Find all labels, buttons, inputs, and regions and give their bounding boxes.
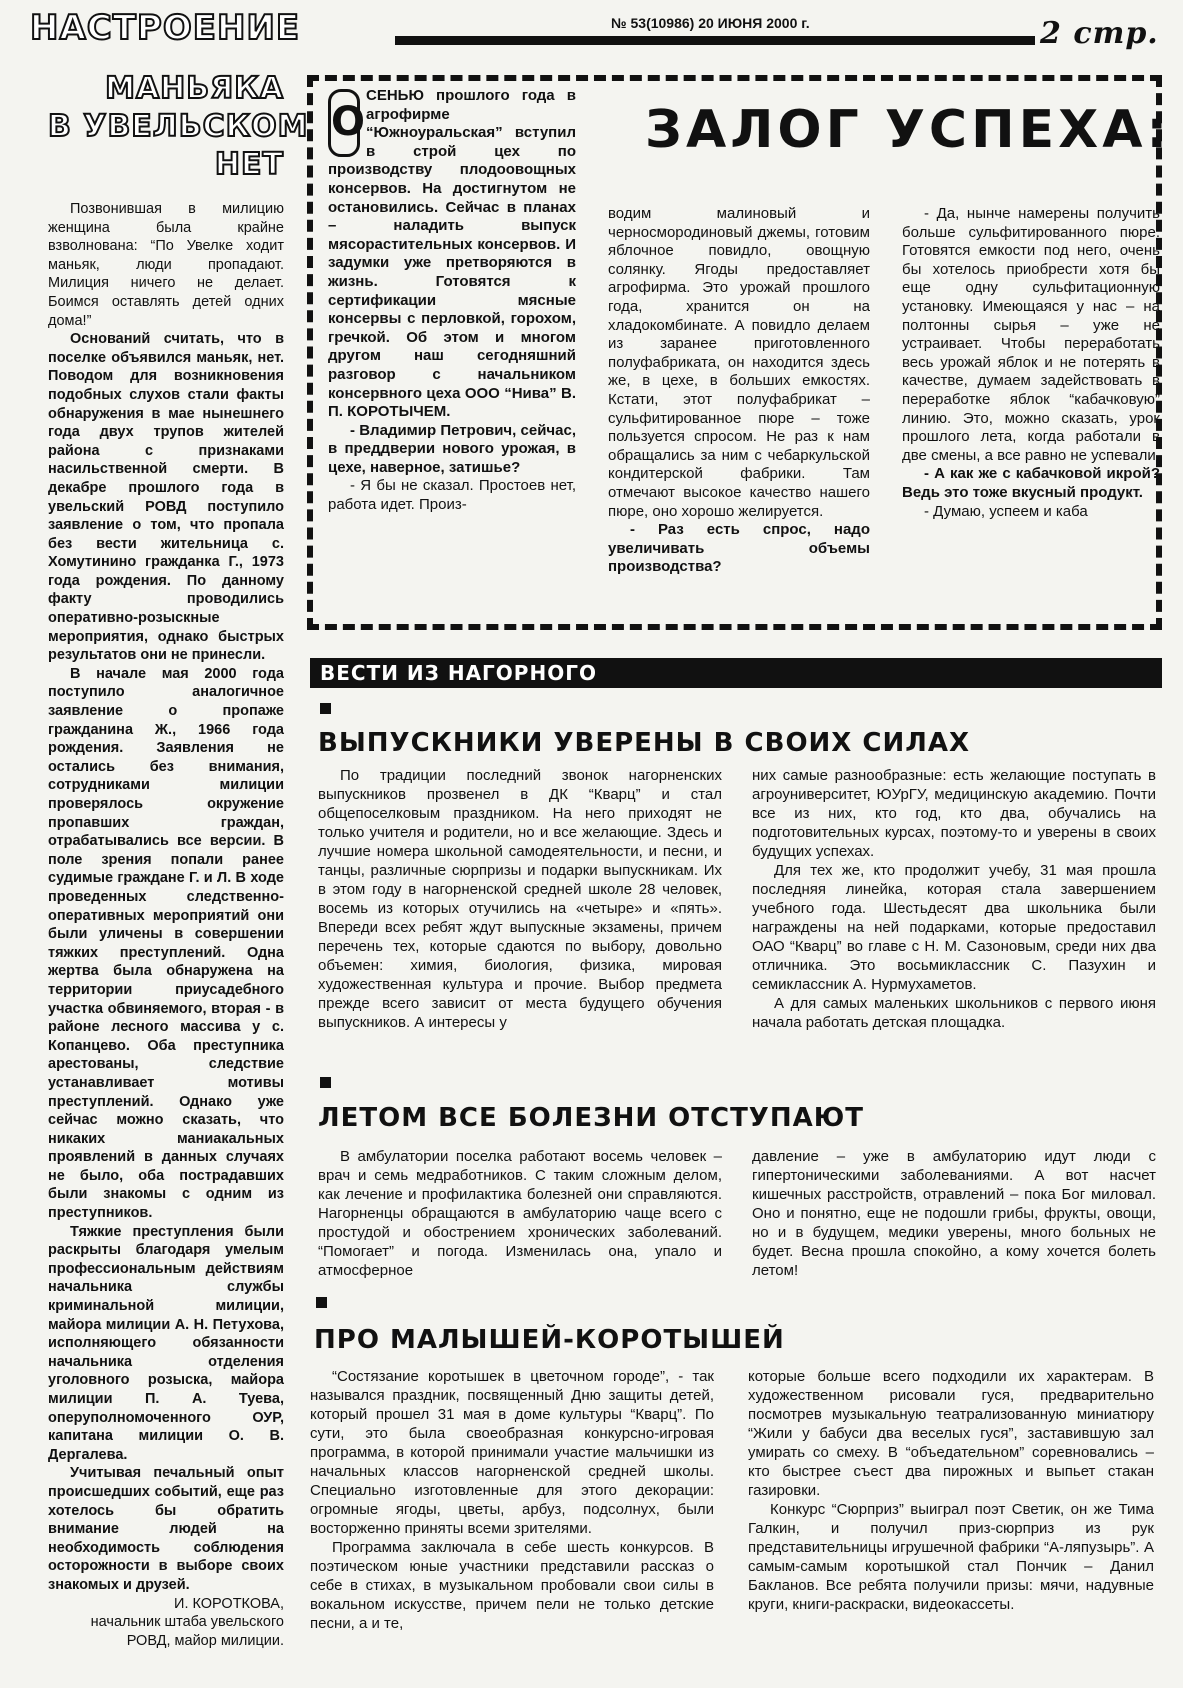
article3-left bbox=[310, 1367, 714, 1633]
paragraph: давление – уже в амбулаторию идут люди с гипертоническими заболеваниями. А вот насчет кишечных расстройств, отравлений – пока Бог миловал. Оно и понятно, еще не подошли грибы, фрукты, овощи, но и в будущем, медики уверены, много больных не будет. Весна прошла спокойно, а кому хочется болеть летом! bbox=[752, 1148, 1156, 1279]
article3-right bbox=[748, 1367, 1154, 1614]
title-line: В УВЕЛЬСКОМ bbox=[48, 109, 309, 144]
paragraph: В начале мая 2000 года поступило аналогичное заявление о пропаже гражданина Ж., 1966 года рождения. Заявления не остались без внимания, сотрудниками милиции проверялось окружение пропавших граждан, отрабатывались все версии. В поле зрения попали ранее судимые граждане Г. и Л. В ходе проведенных следственно-оперативных мероприятий они были уличены в совершении тяжких преступлений. Одна жертва была обнаружена на территории приусадебного участка обвиняемого, вторая - в районе лесного массива у с. Копанцево. Оба преступника арестованы, следствие устанавливает мотивы преступлений. Однако уже сейчас можно сказать, что никаких маниакальных проявлений в данных случаях не было, оба пострадавших были знакомы с одним из преступников. bbox=[48, 665, 284, 1222]
paragraph: По традиции последний звонок нагорненских выпускников прозвенел в ДК “Кварц” и стал общепоселковым праздником. На него приходят не только учителя и родители, но и все желающие. Здесь и лучшие номера школьной самодеятельности, и песни, и танцы, различные сюрпризы и подарки выпускникам. Их в этом году в нагорненской средней школе 28 человек, восемь из которых отучились на «четыре» и «пять». Впереди всех ребят ждут выпускные экзамены, причем перечень тех, которые сдаются по выбору, довольно объемен: химия, биология, физика, мировая художественная культура и прочие. Выбор предмета прежде всего зависит от места будущего обучения выпускников. А интересы у bbox=[318, 767, 722, 1031]
article1-right bbox=[752, 766, 1156, 1032]
bullet-icon bbox=[320, 703, 331, 714]
paragraph: - Да, нынче намерены получить больше сульфитированного пюре. Готовятся емкости под него, очень бы хотелось приобрести хотя бы еще одну сульфитационную установку. Имеющаяся у нас – на полтонны сырья – уже не устраивает. Чтобы переработать весь урожай яблок и не потерять в качестве, думаем задействовать в переработке яблок “кабачковую” линию. Это, можно сказать, урок прошлого лета, когда работали в две смены, а все равно не успевали. bbox=[902, 205, 1160, 464]
article-title: ЛЕТОМ ВСЕ БОЛЕЗНИ ОТСТУПАЮТ bbox=[318, 1103, 864, 1133]
answer: - Я бы не сказал. Простоев нет, работа идет. Произ- bbox=[328, 477, 576, 514]
article1-left bbox=[318, 766, 722, 1032]
paragraph: водим малиновый и черносмородиновый джемы, готовим яблочное повидло, овощную солянку. Ягоды предоставляет агрофирма. Это урожай прошлого года, хранится он на хладокомбинате. А повидло делаем из заранее приготовленного полуфабриката, он находится здесь же, в цехе, в больших емкостях. Кстати, этот полуфабрикат – сульфитированное пюре – тоже пользуется спросом. Не раз к нам обращались за ним с чебаркульской кондитерской фабрики. Там отмечают высокое качество нашего пюре, оно хорошо желируется. bbox=[608, 205, 870, 520]
article2-right bbox=[752, 1147, 1156, 1280]
paragraph: Программа заключала в себе шесть конкурсов. В поэтическом юные участники представили рассказ о себе в стихах, в музыкальном пробовали свои силы в вокальном искусстве, причем пели не только детские песни, а и те, bbox=[310, 1539, 714, 1632]
paragraph: Для тех же, кто продолжит учебу, 31 мая прошла последняя линейка, которая стала завершением учебного года. Шестьдесят два школьника были награждены на ней подарками, которые предоставил ОАО “Кварц” во главе с Н. М. Сазоновым, среди них два отличника. Это восьмиклассник С. Пазухин и семиклассник А. Нурмухаметов. bbox=[752, 862, 1156, 993]
paragraph: СЕНЬЮ прошлого года в агрофирме “Южноуральская” вступил в строй цех по производству плодоовощных консервов. На достигнутом не остановились. Сейчас в планах – наладить выпуск мясорастительных консервов. И задумки уже претворяются в жизнь. Готовятся к сертификации мясные консервы с перловкой, горохом, гречкой. Об этом и многом другом наш сегодняшний разговор с начальником консервного цеха ООО “Нива” В. П. КОРОТЫЧЕМ. bbox=[328, 87, 576, 421]
answer: - Думаю, успеем и каба bbox=[924, 502, 1088, 520]
article2-left bbox=[318, 1147, 722, 1280]
paragraph: А для самых маленьких школьников с первого июня начала работать детская площадка. bbox=[752, 995, 1156, 1031]
bullet-icon bbox=[320, 1077, 331, 1088]
header-rule bbox=[395, 36, 1035, 45]
paragraph: которые больше всего подходили их характерам. В художественном рисовали гуся, предварительно посмотрев музыкальную театрализованную миниатюру “Жили у бабуси два веселых гуся”, заставившую зал умирать со смеху. В “объедательном” соревновались – кто быстрее съест два пирожных и выпьет стакан газировки. bbox=[748, 1368, 1154, 1499]
page-number: 2 стр. bbox=[1040, 16, 1159, 51]
signature-role: начальник штаба увельского РОВД, майор милиции. bbox=[90, 1614, 284, 1649]
paragraph: В амбулатории поселка работают восемь человек – врач и семь медработников. С таким сложным делом, как лечение и профилактика болезней они справляются. Нагорненцы обращаются в амбулаторию чаще всего с простудой и обострением хронических заболеваний. “Помогает” и погода. Изменилась она, упало и атмосферное bbox=[318, 1148, 722, 1279]
top-article-title: ЗАЛОГ УСПЕХА: bbox=[645, 100, 1172, 160]
dropcap: О bbox=[328, 89, 360, 157]
title-line: МАНЬЯКА bbox=[105, 71, 284, 106]
bullet-icon bbox=[316, 1297, 327, 1308]
signature-name: И. КОРОТКОВА, bbox=[174, 1595, 284, 1612]
top-col-3 bbox=[902, 205, 1160, 521]
paragraph: Тяжкие преступления были раскрыты благодаря умелым профессиональным действиям начальника службы криминальной милиции, майора милиции А. Н. Петухова, исполняющего обязанности начальника отделения уголовного розыска, майора милиции П. А. Туева, оперуполномоченного ОУР, капитана милиции О. В. Дергалева. bbox=[48, 1223, 284, 1463]
question: - Раз есть спрос, надо увеличивать объемы производства? bbox=[608, 521, 870, 576]
paragraph: Оснований считать, что в поселке объявился маньяк, нет. Поводом для возникновения подобных слухов стали факты обнаружения в мае нынешнего года двух трупов жителей района с признаками насильственной смерти. В декабре прошлого года в увельский РОВД поступило заявление о том, что пропала без вести жительница с. Хомутинино гражданка Г., 1973 года рождения. По данному факту проводились оперативно-розыскные мероприятия, однако быстрых результатов они не принесли. bbox=[48, 331, 284, 664]
paragraph: них самые разнообразные: есть желающие поступать в агроуниверситет, ЮУрГУ, медицинскую академию. Почти все из них, кто год, кто два, обучались на подготовительных курсах, поэтому-то и уверены в своих будущих успехах. bbox=[752, 767, 1156, 860]
paragraph: Учитывая печальный опыт происшедших событий, еще раз хотелось бы обратить внимание людей на необходимость соблюдения осторожности в выборе своих знакомых и друзей. bbox=[48, 1465, 284, 1593]
left-article-title bbox=[48, 70, 309, 184]
paragraph: “Состязание коротышек в цветочном городе”, - так назывался праздник, посвященный Дню защиты детей, который прошел 31 мая в доме культуры “Кварц”. По сути, это была своеобразная конкурсно-игровая программа, в которой принимали участие мальчишки из начальных классов нагорненской средней школы. Специально изготовленные для этого декорации: огромные ягоды, цветы, арбуз, подсолнух, были восторженно приняты всеми зрителями. bbox=[310, 1368, 714, 1537]
section-header: НАСТРОЕНИЕ bbox=[30, 8, 301, 48]
section-banner-text: ВЕСТИ ИЗ НАГОРНОГО bbox=[320, 661, 597, 685]
question: - Владимир Петрович, сейчас, в преддверии нового урожая, в цехе, наверное, затишье? bbox=[328, 421, 576, 476]
left-article bbox=[48, 70, 309, 1650]
top-col-2 bbox=[608, 205, 870, 577]
paragraph: Позвонившая в милицию женщина была крайне взволнована: “По Увелке ходит маньяк, люди пропадают. Милиция ничего не делает. Боимся оставлять детей одних дома!” bbox=[48, 201, 284, 329]
article-title: ПРО МАЛЫШЕЙ-КОРОТЫШЕЙ bbox=[314, 1325, 785, 1355]
article-title: ВЫПУСКНИКИ УВЕРЕНЫ В СВОИХ СИЛАХ bbox=[318, 728, 971, 758]
title-line: НЕТ bbox=[214, 147, 284, 182]
issue-date: № 53(10986) 20 ИЮНЯ 2000 г. bbox=[605, 15, 816, 31]
question: - А как же с кабачковой икрой? Ведь это тоже вкусный продукт. bbox=[902, 465, 1160, 501]
paragraph: Конкурс “Сюрприз” выиграл поэт Светик, он же Тима Галкин, и получил приз-сюрприз из рук представительницы игрушечной фабрики “А-ляпузырь”. А самым-самым коротышкой стал Пончик – Данил Бакланов. Все ребята получили призы: мячи, надувные круги, книги-раскраски, видеокассеты. bbox=[748, 1501, 1154, 1613]
top-col-1 bbox=[328, 87, 576, 515]
